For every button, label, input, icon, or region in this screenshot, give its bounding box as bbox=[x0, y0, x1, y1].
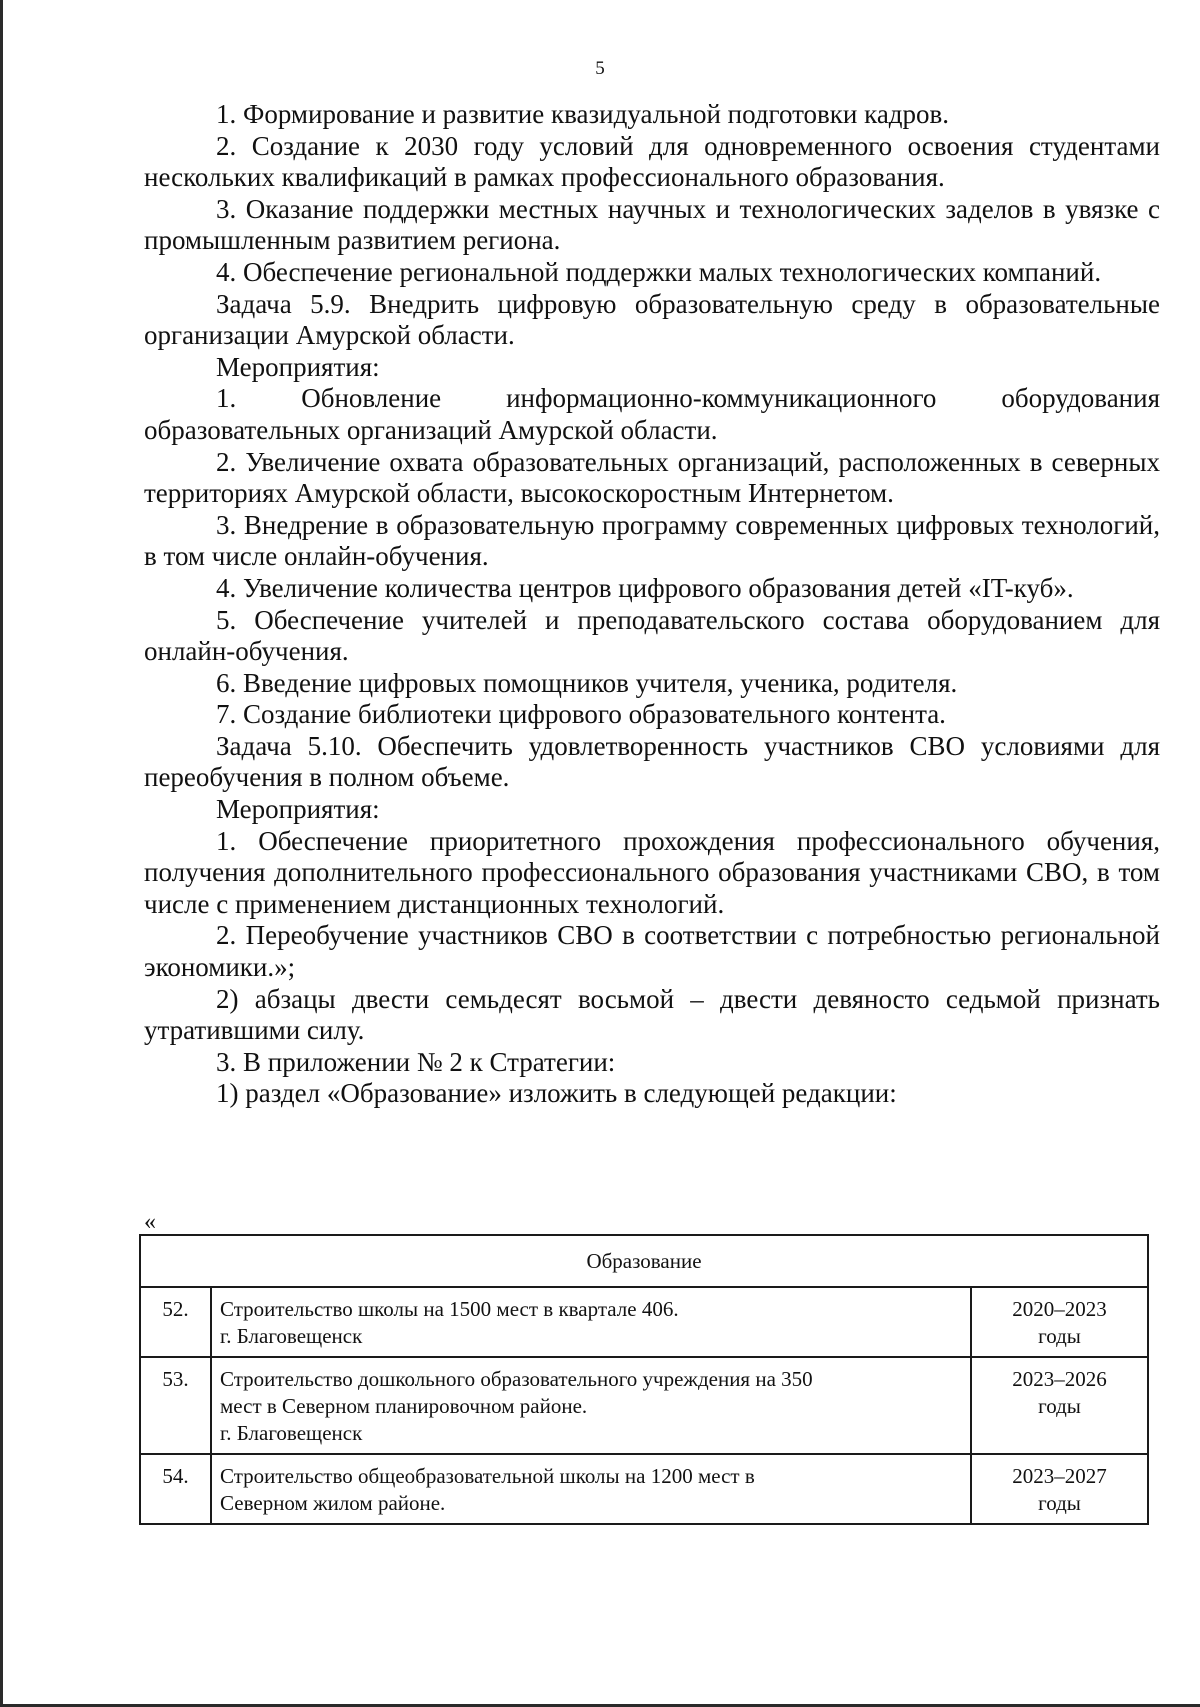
paragraph: 1) раздел «Образование» изложить в следующей редакции: bbox=[216, 1078, 897, 1109]
project-period bbox=[971, 1357, 1148, 1454]
paragraph: 2. Переобучение участников СВО в соответствии с потребностью региональной экономики.»; bbox=[144, 920, 1160, 983]
paragraph: 3. Оказание поддержки местных научных и технологических заделов в увязке с промышленным развитием региона. bbox=[144, 193, 1160, 256]
project-name-line: г. Благовещенск bbox=[220, 1324, 363, 1348]
project-name-line: мест в Северном планировочном районе. bbox=[220, 1394, 588, 1418]
period-unit: годы bbox=[1038, 1324, 1081, 1348]
paragraph: Мероприятия: bbox=[216, 351, 380, 382]
project-name bbox=[211, 1357, 971, 1454]
paragraph: 1. Обновление информационно-коммуникационного оборудования образовательных организаций Амурской области. bbox=[144, 383, 1160, 445]
period-unit: годы bbox=[1038, 1394, 1081, 1418]
paragraph: 7. Создание библиотеки цифрового образовательного контента. bbox=[216, 699, 946, 730]
body-text bbox=[144, 99, 1160, 1110]
table-row bbox=[140, 1287, 1148, 1357]
paragraph: 3. В приложении № 2 к Стратегии: bbox=[216, 1046, 616, 1077]
project-name-line: Северном жилом районе. bbox=[220, 1491, 446, 1515]
opening-quote-mark: « bbox=[144, 1209, 156, 1235]
scan-edge-left bbox=[0, 0, 3, 1707]
project-period bbox=[971, 1454, 1148, 1524]
paragraph: 2. Увеличение охвата образовательных организаций, расположенных в северных территориях Амурской области, высокоскоростным Интернетом. bbox=[144, 446, 1160, 509]
paragraph: Мероприятия: bbox=[216, 794, 380, 825]
page-number: 5 bbox=[595, 58, 605, 79]
project-name bbox=[211, 1454, 971, 1524]
paragraph: Задача 5.10. Обеспечить удовлетворенность участников СВО условиями для переобучения в полном объеме. bbox=[144, 730, 1160, 793]
project-name-line: Строительство общеобразовательной школы на 1200 мест в bbox=[220, 1464, 755, 1488]
row-number: 54. bbox=[140, 1454, 211, 1524]
project-name-line: г. Благовещенск bbox=[220, 1421, 363, 1445]
period-range: 2020–2023 bbox=[1012, 1297, 1107, 1321]
period-unit: годы bbox=[1038, 1491, 1081, 1515]
paragraph: 4. Увеличение количества центров цифрового образования детей «IT-куб». bbox=[216, 572, 1074, 603]
paragraph: 1. Формирование и развитие квазидуальной подготовки кадров. bbox=[216, 99, 950, 129]
paragraph: 4. Обеспечение региональной поддержки малых технологических компаний. bbox=[216, 256, 1102, 287]
table-row bbox=[140, 1357, 1148, 1454]
project-name bbox=[211, 1287, 971, 1357]
period-range: 2023–2027 bbox=[1012, 1464, 1107, 1488]
project-period bbox=[971, 1287, 1148, 1357]
table-section-title: Образование bbox=[140, 1235, 1148, 1287]
table-header-row bbox=[140, 1235, 1148, 1287]
paragraph: 1. Обеспечение приоритетного прохождения профессионального обучения, получения дополнительного профессионального образования участниками СВО, в том числе с применением дистанционных технологий. bbox=[144, 825, 1160, 919]
education-projects-table bbox=[139, 1234, 1149, 1525]
paragraph: 5. Обеспечение учителей и преподавательского состава оборудованием для онлайн-обучения. bbox=[144, 604, 1160, 667]
paragraph: 3. Внедрение в образовательную программу современных цифровых технологий, в том числе онлайн-обучения. bbox=[144, 509, 1160, 572]
project-name-line: Строительство школы на 1500 мест в квартале 406. bbox=[220, 1297, 679, 1321]
row-number: 52. bbox=[140, 1287, 211, 1357]
paragraph: Задача 5.9. Внедрить цифровую образовательную среду в образовательные организации Амурской области. bbox=[144, 288, 1160, 351]
paragraph: 2) абзацы двести семьдесят восьмой – двести девяносто седьмой признать утратившими силу. bbox=[144, 983, 1160, 1046]
row-number: 53. bbox=[140, 1357, 211, 1454]
project-name-line: Строительство дошкольного образовательного учреждения на 350 bbox=[220, 1367, 813, 1391]
paragraph: 2. Создание к 2030 году условий для одновременного освоения студентами нескольких квалификаций в рамках профессионального образования. bbox=[144, 130, 1160, 193]
table-row bbox=[140, 1454, 1148, 1524]
paragraph: 6. Введение цифровых помощников учителя, ученика, родителя. bbox=[216, 667, 958, 698]
period-range: 2023–2026 bbox=[1012, 1367, 1107, 1391]
